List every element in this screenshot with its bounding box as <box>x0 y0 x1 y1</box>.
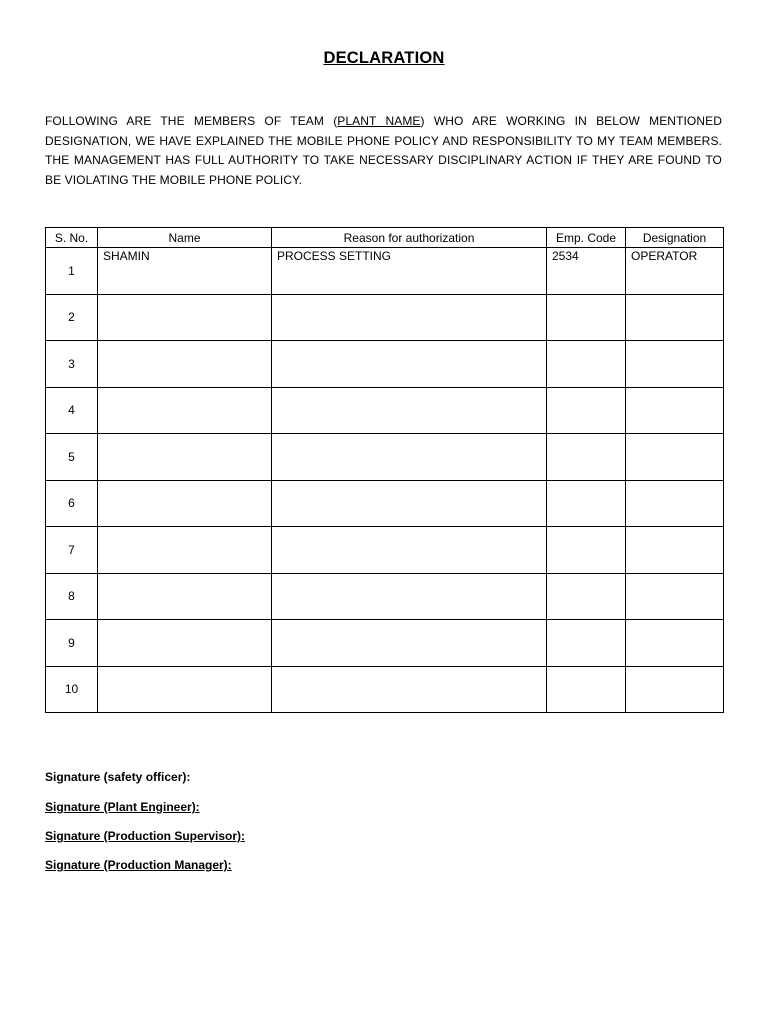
row-reason-cell-text: PROCESS SETTING <box>277 249 392 263</box>
row-emp-code-cell-text <box>552 481 620 482</box>
header-name: Name <box>98 228 272 248</box>
row-name-cell[interactable] <box>98 248 272 295</box>
paragraph-start: FOLLOWING ARE THE MEMBERS OF TEAM ( <box>45 114 338 128</box>
row-emp-code-cell[interactable] <box>547 573 626 620</box>
row-sno <box>46 294 98 341</box>
row-name-cell-text: SHAMIN <box>103 249 150 263</box>
row-designation-cell[interactable] <box>626 248 724 295</box>
row-emp-code-cell[interactable] <box>547 620 626 667</box>
table-row <box>46 620 724 667</box>
row-sno <box>46 387 98 434</box>
row-reason-cell[interactable] <box>272 294 547 341</box>
row-sno <box>46 248 98 295</box>
row-name-cell[interactable] <box>98 620 272 667</box>
row-designation-cell-text <box>631 295 718 296</box>
row-designation-cell[interactable] <box>626 620 724 667</box>
row-sno-text: 8 <box>68 589 75 604</box>
row-sno <box>46 480 98 527</box>
row-designation-cell-text <box>631 388 718 389</box>
table-row <box>46 387 724 434</box>
row-sno <box>46 666 98 713</box>
row-designation-cell-text <box>631 667 718 668</box>
row-reason-cell-text <box>277 434 541 435</box>
row-name-cell[interactable] <box>98 294 272 341</box>
row-designation-cell-text <box>631 434 718 435</box>
row-name-cell[interactable] <box>98 573 272 620</box>
row-name-cell[interactable] <box>98 480 272 527</box>
row-sno <box>46 341 98 388</box>
row-emp-code-cell-text <box>552 295 620 296</box>
table-row <box>46 341 724 388</box>
row-name-cell[interactable] <box>98 434 272 481</box>
row-sno <box>46 434 98 481</box>
table-row <box>46 434 724 481</box>
signature-production-supervisor: Signature (Production Supervisor): <box>45 829 246 843</box>
row-sno <box>46 573 98 620</box>
row-designation-cell[interactable] <box>626 527 724 574</box>
row-reason-cell-text <box>277 481 541 482</box>
row-designation-cell[interactable] <box>626 434 724 481</box>
row-name-cell[interactable] <box>98 387 272 434</box>
row-emp-code-cell[interactable] <box>547 527 626 574</box>
row-reason-cell[interactable] <box>272 387 547 434</box>
row-designation-cell[interactable] <box>626 573 724 620</box>
row-sno-text: 4 <box>68 403 75 418</box>
row-emp-code-cell[interactable] <box>547 387 626 434</box>
row-designation-cell[interactable] <box>626 480 724 527</box>
paragraph-end: ) WHO ARE WORKING IN BELOW MENTIONED DESIGNATION, WE HAVE EXPLAINED THE MOBILE PHONE POLICY AND RESPONSIBILITY TO MY TEAM MEMBERS. THE MANAGEMENT HAS FULL AUTHORITY TO TAKE NECESSARY DISCIPLINARY ACTION IF THEY ARE FOUND TO BE VIOLATING THE MOBILE PHONE POLICY. <box>45 114 723 187</box>
row-reason-cell[interactable] <box>272 573 547 620</box>
row-sno-text: 1 <box>68 263 75 278</box>
table-row <box>46 573 724 620</box>
declaration-paragraph <box>45 112 722 190</box>
row-name-cell[interactable] <box>98 527 272 574</box>
row-designation-cell-text <box>631 481 718 482</box>
row-sno-text: 2 <box>68 310 75 325</box>
table-row <box>46 248 724 295</box>
row-name-cell-text <box>103 667 266 668</box>
plant-name-placeholder: PLANT NAME <box>337 114 421 128</box>
row-emp-code-cell-text <box>552 388 620 389</box>
row-name-cell-text <box>103 295 266 296</box>
row-designation-cell-text <box>631 527 718 528</box>
row-reason-cell[interactable] <box>272 527 547 574</box>
row-emp-code-cell-text <box>552 667 620 668</box>
row-sno-text: 3 <box>68 356 75 371</box>
table-row <box>46 527 724 574</box>
row-name-cell[interactable] <box>98 341 272 388</box>
row-sno <box>46 527 98 574</box>
row-name-cell-text <box>103 388 266 389</box>
row-emp-code-cell[interactable] <box>547 434 626 481</box>
row-designation-cell-text <box>631 341 718 342</box>
row-name-cell-text <box>103 434 266 435</box>
row-sno-text: 5 <box>68 449 75 464</box>
row-emp-code-cell-text: 2534 <box>552 249 579 263</box>
row-emp-code-cell[interactable] <box>547 666 626 713</box>
row-sno-text: 7 <box>68 542 75 557</box>
row-sno-text: 9 <box>68 635 75 650</box>
row-emp-code-cell[interactable] <box>547 248 626 295</box>
signature-safety-officer: Signature (safety officer): <box>45 770 191 784</box>
row-emp-code-cell[interactable] <box>547 341 626 388</box>
row-reason-cell[interactable] <box>272 666 547 713</box>
row-reason-cell-text <box>277 388 541 389</box>
row-emp-code-cell-text <box>552 620 620 621</box>
row-name-cell-text <box>103 620 266 621</box>
table-row <box>46 294 724 341</box>
row-sno <box>46 620 98 667</box>
row-name-cell-text <box>103 481 266 482</box>
row-emp-code-cell-text <box>552 341 620 342</box>
team-members-table <box>45 227 724 713</box>
row-reason-cell-text <box>277 295 541 296</box>
row-emp-code-cell-text <box>552 527 620 528</box>
signature-production-manager: Signature (Production Manager): <box>45 858 232 872</box>
row-designation-cell[interactable] <box>626 294 724 341</box>
header-emp-code: Emp. Code <box>547 228 626 248</box>
table-header-row <box>46 228 724 248</box>
row-emp-code-cell-text <box>552 434 620 435</box>
signature-plant-engineer: Signature (Plant Engineer): <box>45 800 200 814</box>
table-body <box>46 248 724 713</box>
row-name-cell-text <box>103 341 266 342</box>
row-designation-cell-text <box>631 574 718 575</box>
header-sno: S. No. <box>46 228 98 248</box>
row-reason-cell-text <box>277 527 541 528</box>
row-reason-cell-text <box>277 667 541 668</box>
row-designation-cell[interactable] <box>626 666 724 713</box>
row-emp-code-cell[interactable] <box>547 294 626 341</box>
row-designation-cell-text: OPERATOR <box>631 249 698 263</box>
row-designation-cell-text <box>631 620 718 621</box>
row-name-cell-text <box>103 574 266 575</box>
row-designation-cell[interactable] <box>626 341 724 388</box>
row-reason-cell-text <box>277 341 541 342</box>
row-name-cell[interactable] <box>98 666 272 713</box>
page-title: DECLARATION <box>323 49 445 67</box>
row-reason-cell[interactable] <box>272 480 547 527</box>
row-designation-cell[interactable] <box>626 387 724 434</box>
table-row <box>46 666 724 713</box>
row-reason-cell-text <box>277 574 541 575</box>
header-designation: Designation <box>626 228 724 248</box>
row-reason-cell-text <box>277 620 541 621</box>
row-emp-code-cell-text <box>552 574 620 575</box>
row-sno-text: 10 <box>64 682 79 697</box>
row-reason-cell[interactable] <box>272 434 547 481</box>
header-reason: Reason for authorization <box>272 228 547 248</box>
table-row <box>46 480 724 527</box>
row-sno-text: 6 <box>68 496 75 511</box>
row-reason-cell[interactable] <box>272 620 547 667</box>
row-emp-code-cell[interactable] <box>547 480 626 527</box>
row-name-cell-text <box>103 527 266 528</box>
row-reason-cell[interactable] <box>272 248 547 295</box>
row-reason-cell[interactable] <box>272 341 547 388</box>
